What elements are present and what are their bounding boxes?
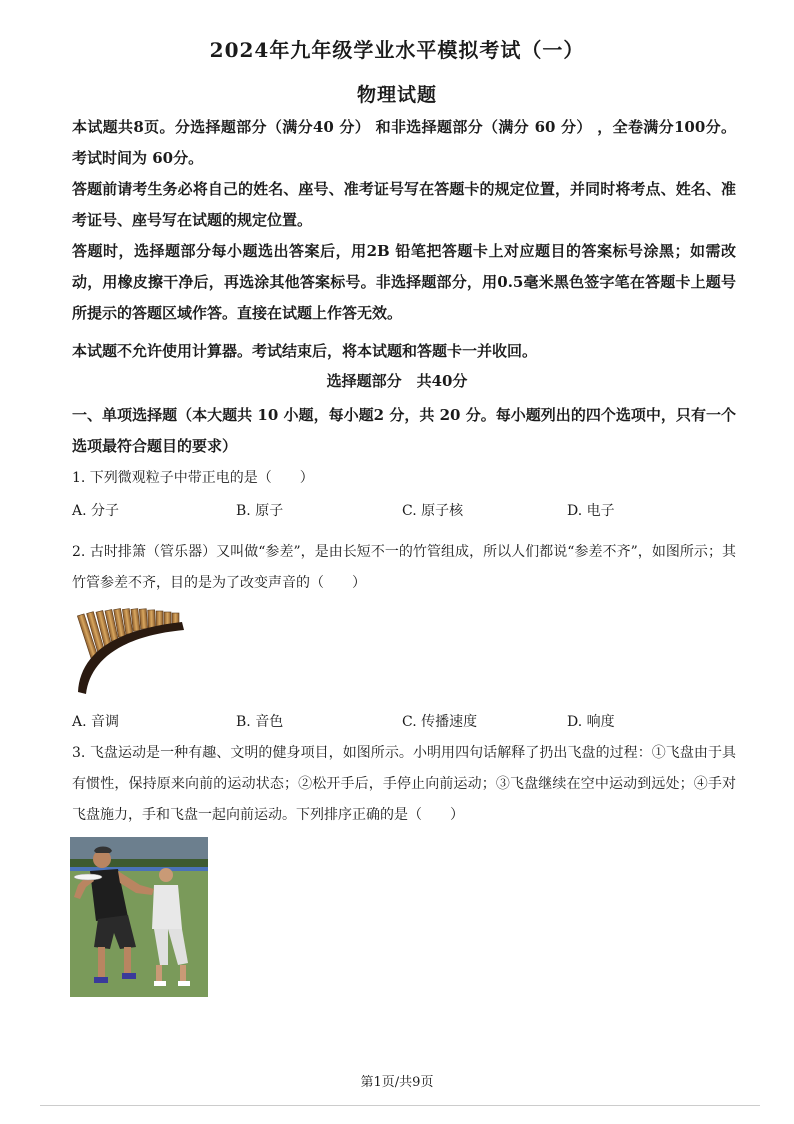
frisbee-icon [74, 874, 102, 880]
page-number: 第1页/共9页 [360, 1075, 434, 1090]
q2-option-c[interactable]: C. 传播速度 [402, 714, 478, 730]
scan-edge-line [40, 1105, 760, 1106]
instruction-2: 答题前请考生务必将自己的姓名、座号、准考证号写在答题卡的规定位置，并同时将考点、姓名、准考证号、座号写在试题的规定位置。 [72, 180, 736, 229]
q1-option-b[interactable]: B. 原子 [236, 503, 284, 519]
frisbee-photo [70, 837, 208, 997]
instruction-3: 答题时，选择题部分每小题选出答案后，用2B 铅笔把答题卡上对应题目的答案标号涂黑；如需改动，用橡皮擦干净后，再选涂其他答案标号。非选择题部分，用0.5毫米黑色签字笔在答题卡上题号所提示的答题区域作答。直接在试题上作答无效。 [72, 242, 736, 322]
q2-option-a[interactable]: A. 音调 [72, 714, 120, 730]
question-2-stem: 2. 古时排箫（管乐器）又叫做“参差”，是由长短不一的竹管组成，所以人们都说“参差不齐”，如图所示；其竹管参差不齐，目的是为了改变声音的（ ） [72, 544, 736, 591]
q1-option-c[interactable]: C. 原子核 [402, 503, 464, 519]
question-1-stem: 1. 下列微观粒子中带正电的是（ ） [72, 470, 314, 486]
q2-option-b[interactable]: B. 音色 [236, 714, 284, 730]
instruction-1: 本试题共8页。分选择题部分（满分40 分） 和非选择题部分（满分 60 分） ，全卷满分100分。考试时间为 60分。 [72, 118, 736, 167]
q1-option-a[interactable]: A. 分子 [72, 503, 120, 519]
question-3-stem: 3. 飞盘运动是一种有趣、文明的健身项目，如图所示。小明用四句话解释了扔出飞盘的过程：①飞盘由于具有惯性，保持原来向前的运动状态；②松开手后，手停止向前运动；③飞盘继续在空中运动到远处；④手对飞盘施力，手和飞盘一起向前运动。下列排序正确的是（ ） [72, 745, 736, 823]
instruction-4: 本试题不允许使用计算器。考试结束后，将本试题和答题卡一并收回。 [72, 342, 538, 360]
q1-option-d[interactable]: D. 电子 [567, 503, 615, 519]
section-title: 选择题部分 共40分 [326, 372, 468, 390]
part-heading: 一、单项选择题（本大题共 10 小题，每小题2 分，共 20 分。每小题列出的四个选项中，只有一个选项最符合题目的要求） [72, 406, 736, 455]
q2-option-d[interactable]: D. 响度 [567, 714, 615, 730]
panpipe-figure [70, 606, 190, 698]
exam-title: 2024年九年级学业水平模拟考试（一） [209, 38, 585, 62]
exam-subject: 物理试题 [356, 84, 437, 106]
